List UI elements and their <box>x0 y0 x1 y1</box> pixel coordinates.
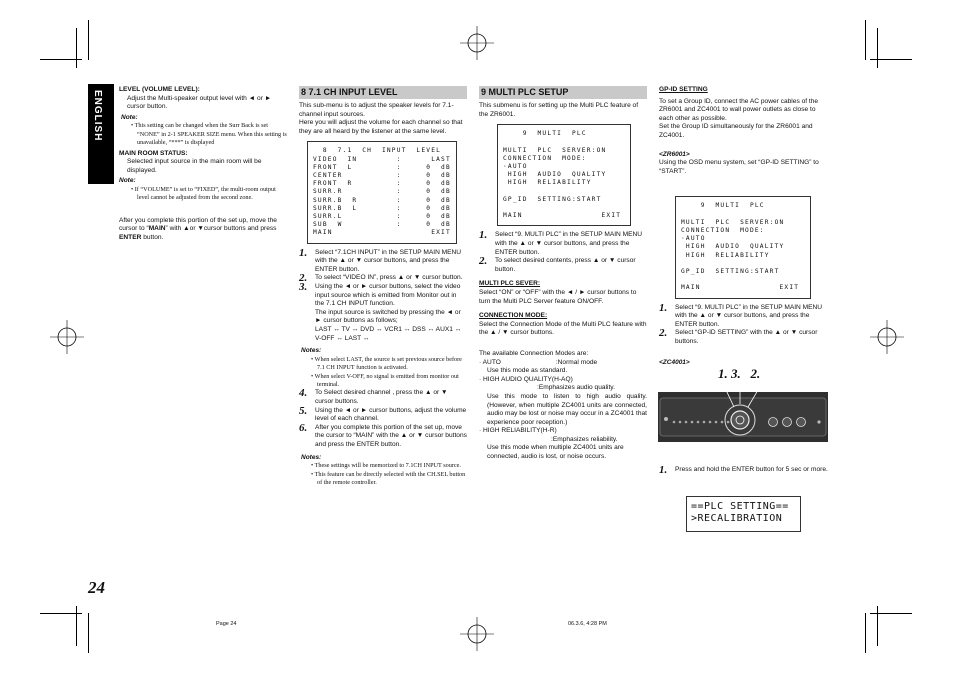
gp-heading: GP-ID SETTING <box>659 86 708 93</box>
note-text-body: When select LAST, the source is set previous source before 7.1 CH INPUT function is activated. <box>314 355 462 372</box>
crop-mark <box>877 606 878 646</box>
note-heading: Note: <box>121 113 138 121</box>
crop-mark <box>88 20 89 60</box>
note-text: • This setting can be changed when the Surr Back is set “NONE” in 2-1 SPEAKER SIZE menu. When this setting is unavailable, “***” is displayed <box>131 122 287 147</box>
after-text-a: After you complete this portion of the set up, move the cursor to “ <box>119 216 277 233</box>
step <box>659 466 829 475</box>
registration-mark-icon <box>870 320 904 354</box>
note-text-body: If “VOLUME” is set to “FIXED”, the multi-room output level cannot be adjusted from the second zone. <box>134 185 276 202</box>
note-heading: Note: <box>119 177 136 185</box>
step <box>299 274 467 283</box>
language-tab <box>88 84 114 184</box>
column-71ch <box>299 86 467 487</box>
step-text: Select “GP-ID SETTING” with the ▲ or ▼ cursor buttons. <box>675 329 818 345</box>
step <box>659 301 829 330</box>
section-title: 8 7.1 CH INPUT LEVEL <box>299 86 467 99</box>
step <box>659 329 829 346</box>
notes-heading: Notes: <box>301 453 322 461</box>
crop-mark <box>877 28 878 68</box>
after-main: MAIN <box>148 225 166 233</box>
step-number: 1. <box>479 229 488 242</box>
step-text: To select desired contents, press ▲ or ▼ cursor button. <box>495 257 636 273</box>
step-text: Select “9. MULTI PLC” in the SETUP MAIN MENU with the ▲ or ▼ cursor buttons, and press the ENTER button. <box>675 303 823 328</box>
step-text: After you complete this portion of the set up, move the cursor to “MAIN” with the ▲ or ▼ cursor buttons and press the ENTER button. <box>315 423 467 448</box>
registration-mark-icon <box>460 26 494 60</box>
step-number: 1. <box>659 464 668 476</box>
modes-intro: The available Connection Modes are: <box>479 349 589 357</box>
crop-mark <box>88 613 89 653</box>
zr-heading: <ZR6001> <box>659 150 690 158</box>
note-text: • If “VOLUME” is set to “FIXED”, the multi-room output level cannot be adjusted from the second zone. <box>131 185 276 202</box>
crop-mark <box>865 20 866 60</box>
language-label: ENGLISH <box>92 90 103 142</box>
connection-heading: CONNECTION MODE: <box>479 312 548 320</box>
zc4001-front-panel <box>658 392 828 442</box>
page-number: 24 <box>88 578 105 597</box>
step-text: LAST ↔ TV ↔ DVD ↔ VCR1 ↔ DSS ↔ AUX1 ↔ V-OFF ↔ LAST ↔ <box>315 325 462 342</box>
mode-hr-b: Use this mode when multiple ZC4001 units are connected, audio is lost, or noise occurs. <box>487 444 624 461</box>
step <box>299 246 467 275</box>
zr-text: Using the OSD menu system, set “GP-ID SETTING” to “START”. <box>659 159 819 175</box>
step-number: 4. <box>299 387 308 400</box>
step-text: Select “9. MULTI PLC” in the SETUP MAIN MENU with the ▲ or ▼ cursor buttons, and press the ENTER button. <box>495 231 643 256</box>
mode-auto-sub: Use this mode as standard. <box>487 367 568 375</box>
note-text-body: This feature can be directly selected with the CH.SEL button of the remote controller. <box>314 470 466 486</box>
level-heading: LEVEL (VOLUME LEVEL): <box>119 86 200 93</box>
after-enter: ENTER <box>119 233 142 241</box>
note-text: • When select V-OFF, no signal is emitted from monitor out terminal. <box>311 372 459 388</box>
step-number: 1. <box>299 246 308 259</box>
mode-hr-a: :Emphasizes reliability. <box>551 435 618 443</box>
note-text-body: When select V-OFF, no signal is emitted from monitor out terminal. <box>314 372 459 388</box>
crop-mark <box>76 606 77 646</box>
front-panel-icon <box>658 392 828 442</box>
crop-mark <box>76 28 77 68</box>
step-number: 1. <box>659 301 668 314</box>
step <box>299 404 467 424</box>
column-multi-plc <box>479 86 647 462</box>
note-text: • This feature can be directly selected with the CH.SEL button of the remote controller. <box>311 470 466 486</box>
level-text: Adjust the Multi-speaker output level with ◄ or ► cursor button. <box>127 94 272 111</box>
note-text: • When select LAST, the source is set previous source before 7.1 CH INPUT function is activated. <box>311 355 462 372</box>
osd-screen: 8 7.1 CH INPUT LEVEL VIDEO IN : LAST FRONT L : 0 dB CENTER : 0 dB FRONT R : 0 dB SURR.R : 0 dB SURR.B R : 0 dB SURR.B L : 0 dB SURR.L : 0 dB SUB W : 0 dB MAIN EXIT <box>307 141 457 243</box>
mode-haq-b: Use this mode to listen to high audio quality. (However, when multiple ZC4001 units are connected, audio may be lost or noise may occur in a ZC4001 that experience poor reception.) <box>487 392 647 426</box>
footer-right: 06.3.6, 4:28 PM <box>568 621 607 627</box>
step-text: Press and hold the ENTER button for 5 sec or more. <box>675 466 828 473</box>
after-text <box>119 217 287 243</box>
after-text-b: ” with ▲or ▼cursor buttons and press <box>165 225 277 233</box>
step-number: 3. <box>299 280 308 293</box>
step-number: 2. <box>479 255 488 268</box>
step <box>479 231 647 257</box>
crop-mark <box>865 613 866 653</box>
step-callout: 1. 3. 2. <box>718 366 761 381</box>
room-heading: MAIN ROOM STATUS: <box>119 149 188 157</box>
mode-auto: · AUTO :Normal mode <box>479 358 598 366</box>
registration-mark-icon <box>50 320 84 354</box>
note-text: • These settings will be memorized to 7.1CH INPUT source. <box>311 462 461 470</box>
column-level <box>119 86 287 243</box>
step-text: Using the ◄ or ► cursor buttons, select the video input source which is emitted from Monitor out in the 7.1 CH INPUT function. <box>315 282 461 308</box>
step-text: The input source is switched by pressing the ◄ or ► cursor buttons as follows; <box>315 308 461 325</box>
osd-screen: 9 MULTI PLC MULTI PLC SERVER:ON CONNECTION MODE: ·AUTO HIGH AUDIO QUALITY HIGH RELIABILITY GP_ID SETTING:START MAIN EXIT <box>675 196 811 298</box>
osd-screen: 9 MULTI PLC MULTI PLC SERVER:ON CONNECTION MODE: ·AUTO HIGH AUDIO QUALITY HIGH RELIABILITY GP_ID SETTING:START MAIN EXIT <box>497 124 631 226</box>
note-text-body: This setting can be changed when the Surr Back is set “NONE” in 2-1 SPEAKER SIZE menu. When this setting is unavailable, “***” is displayed <box>134 122 287 147</box>
zc-step <box>659 466 829 475</box>
registration-mark-icon <box>460 617 494 651</box>
server-text: Select “ON” or “OFF” with the ◄ / ► cursor buttons to turn the Multi PLC Server feature ON/OFF. <box>479 288 637 305</box>
step <box>299 421 467 450</box>
mode-hr: · HIGH RELIABILITY(H-R) <box>479 427 557 435</box>
step-number: 5. <box>299 404 308 417</box>
connection-text: Select the Connection Mode of the Multi PLC feature with the ▲ / ▼ cursor buttons. <box>479 320 647 337</box>
column-gp-id <box>659 86 829 367</box>
footer-left: Page 24 <box>216 621 237 627</box>
zc-heading: <ZC4001> <box>659 358 690 366</box>
note-text-body: These settings will be memorized to 7.1CH INPUT source. <box>314 462 461 470</box>
lcd-display <box>686 496 801 532</box>
step-text: To Select desired channel , press the ▲ or ▼ cursor buttons. <box>315 389 448 405</box>
step-text: Using the ◄ or ► cursor buttons, adjust the volume level of each channel. <box>315 406 467 423</box>
gp-text: To set a Group ID, connect the AC power cables of the ZR6001 and ZC4001 to wall power outlets as close to each other as possible. Set the Group ID simultaneously for the ZR6001 and ZC4001. <box>659 97 819 139</box>
step-number: 2. <box>659 327 668 340</box>
step <box>479 257 647 274</box>
mode-haq: · HIGH AUDIO QUALITY(H-AQ) <box>479 375 573 383</box>
after-text-c: button. <box>141 233 164 241</box>
server-heading: MULTI PLC SEVER: <box>479 280 541 288</box>
section-title: 9 MULTI PLC SETUP <box>479 86 647 99</box>
step <box>299 280 467 309</box>
step-number: 6. <box>299 421 308 434</box>
step-text: Select “7.1CH INPUT” in the SETUP MAIN MENU with the ▲ or ▼ cursor buttons, and press the ENTER button. <box>315 248 462 273</box>
lcd-text: ==PLC SETTING== >RECALIBRATION <box>691 501 789 524</box>
step-number: 2. <box>299 272 308 285</box>
step-text: To select “VIDEO IN”, press ▲ or ▼ cursor button. <box>315 274 463 282</box>
step <box>299 389 467 406</box>
room-text: Selected input source in the main room will be displayed. <box>127 158 262 174</box>
notes-heading: Notes: <box>301 347 322 355</box>
intro-text: This sub-menu is to adjust the speaker levels for 7.1-channel input sources. Here you will adjust the volume for each channel so that they are all heard by the listener at the same level. <box>299 102 463 135</box>
mode-haq-a: :Emphasizes audio quality. <box>537 384 615 392</box>
intro-text: This submenu is for setting up the Multi PLC feature of the ZR6001. <box>479 102 639 118</box>
